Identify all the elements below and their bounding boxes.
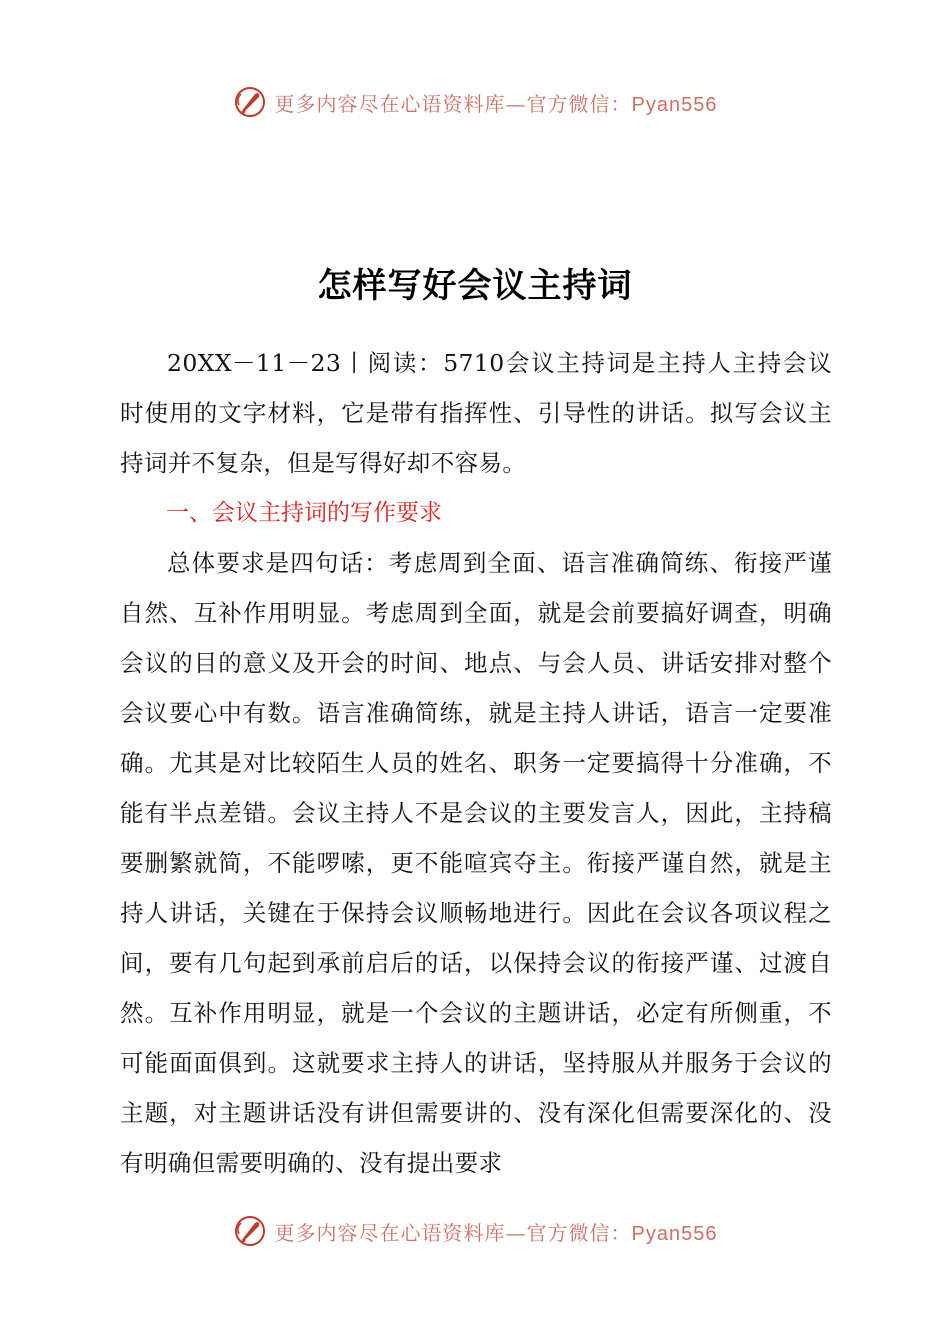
header-banner-text: 更多内容尽在心语资料库—官方微信：Pyan556 [274,91,718,116]
header-banner [0,82,950,122]
document-body [120,338,832,1188]
section-heading: 一、会议主持词的写作要求 [166,500,442,526]
body-paragraph: 总体要求是四句话：考虑周到全面、语言准确简练、衔接严谨自然、互补作用明显。考虑周到全面，就是会前要搞好调查，明确会议的目的意义及开会的时间、地点、与会人员、讲话安排对整个会议要心中有数。语言准确简练，就是主持人讲话，语言一定要准确。尤其是对比较陌生人员的姓名、职务一定要搞得十分准确，不能有半点差错。会议主持人不是会议的主要发言人，因此，主持稿要删繁就简，不能啰嗦，更不能喧宾夺主。衔接严谨自然，就是主持人讲话，关键在于保持会议顺畅地进行。因此在会议各项议程之间，要有几句起到承前启后的话，以保持会议的衔接严谨、过渡自然。互补作用明显，就是一个会议的主题讲话，必定有所侧重，不可能面面俱到。这就要求主持人的讲话，坚持服从并服务于会议的主题，对主题讲话没有讲但需要讲的、没有深化但需要深化的、没有明确但需要明确的、没有提出要求 [120,549,832,1177]
document-title: 怎样写好会议主持词 [317,266,633,306]
footer-banner [0,1211,950,1251]
intro-paragraph: 20XX－11－23丨阅读：5710会议主持词是主持人主持会议时使用的文字材料，它是带有指挥性、引导性的讲话。拟写会议主持词并不复杂，但是写得好却不容易。 [120,349,832,477]
quill-pen-logo-icon [233,85,267,119]
footer-wechat-id: Pyan556 [631,1222,718,1245]
quill-pen-logo-icon [233,1214,267,1248]
header-wechat-id: Pyan556 [631,93,718,116]
footer-banner-text: 更多内容尽在心语资料库—官方微信：Pyan556 [274,1220,718,1245]
